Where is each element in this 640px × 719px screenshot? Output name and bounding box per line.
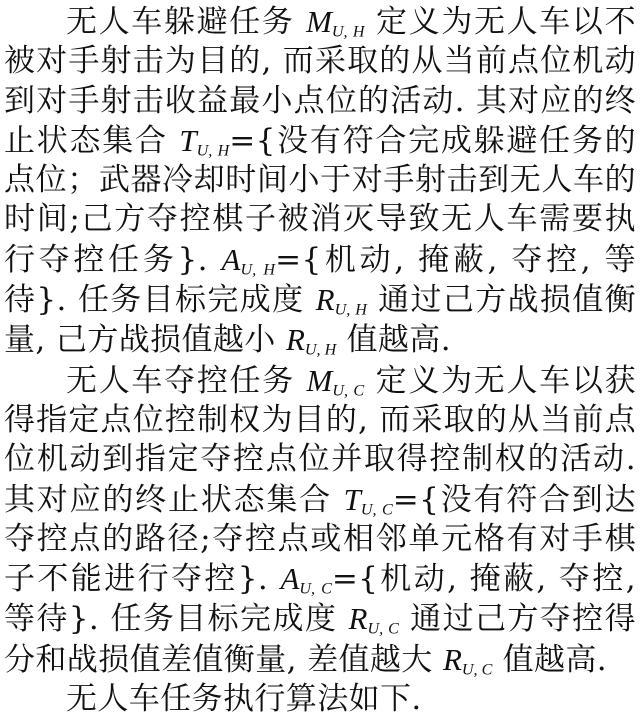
math-symbol-subscript: U, H bbox=[240, 261, 276, 279]
paragraph-text: ={没有符合到达夺控点的路径;夺控点或相邻单元格有对手棋子不能进行夺控}. bbox=[4, 481, 636, 598]
math-symbol-base: R bbox=[442, 641, 462, 677]
math-symbol-base: A bbox=[280, 561, 300, 597]
math-symbol-base: R bbox=[315, 282, 335, 318]
math-symbol-base: A bbox=[221, 241, 241, 277]
paragraph-text: 无人车躲避任务 bbox=[66, 4, 307, 40]
math-symbol-base: M bbox=[306, 4, 332, 39]
math-symbol bbox=[179, 123, 229, 158]
math-symbol bbox=[344, 482, 393, 517]
math-symbol-subscript: U, H bbox=[196, 142, 230, 160]
math-symbol-subscript: U, H bbox=[304, 341, 337, 359]
paragraph-text: 定义为无人车以不被对手射击为目的, 而采取的从当前点位机动到对手射击收益最小点位的活动. 其对应的终止状态集合 bbox=[4, 4, 636, 159]
math-symbol bbox=[307, 363, 365, 398]
math-symbol bbox=[316, 282, 367, 317]
paragraph-text: ={机动, 掩蔽, 夺控, 等待}. 任务目标完成度 bbox=[4, 561, 636, 638]
math-symbol-base: R bbox=[285, 322, 305, 358]
paragraph-text: 定义为无人车以获得指定点位控制权为目的, 而采取的从当前点位机动到指定夺控点位并取得控制权的活动. 其对应的终止状态集合 bbox=[4, 362, 637, 518]
math-symbol bbox=[280, 561, 331, 596]
math-symbol bbox=[286, 322, 336, 357]
math-symbol-base: T bbox=[179, 122, 197, 158]
math-symbol bbox=[222, 242, 276, 277]
paragraph bbox=[4, 2, 636, 361]
paragraph-text: 值越高. bbox=[336, 322, 451, 359]
paragraph bbox=[4, 680, 636, 719]
math-symbol bbox=[306, 4, 364, 39]
math-symbol-subscript: U, H bbox=[331, 23, 365, 41]
paragraph-text: 通过己方战损值衡量, 己方战损值越小 bbox=[4, 282, 637, 359]
math-symbol-subscript: U, C bbox=[461, 661, 493, 679]
paragraph-text: ={没有符合完成躲避任务的点位；武器冷却时间小于对手射击到无人车的时间;己方夺控棋子被消灭导致无人车需要执行夺控任务}. bbox=[4, 122, 636, 278]
math-symbol-base: M bbox=[306, 362, 333, 398]
paragraph bbox=[4, 361, 636, 680]
math-symbol-subscript: U, C bbox=[332, 382, 365, 400]
paragraph-text: 值越高. bbox=[492, 641, 608, 678]
math-symbol-subscript: U, C bbox=[360, 501, 393, 519]
math-symbol-subscript: U, H bbox=[334, 301, 367, 319]
math-symbol bbox=[349, 601, 399, 636]
math-symbol-base: R bbox=[348, 601, 368, 637]
paragraph-text: 通过己方夺控得分和战损值差值衡量, 差值越大 bbox=[4, 601, 636, 678]
math-symbol-subscript: U, C bbox=[299, 580, 332, 598]
math-symbol-subscript: U, C bbox=[367, 620, 399, 638]
math-symbol bbox=[443, 642, 492, 677]
paragraph-text: 无人车夺控任务 bbox=[66, 362, 307, 399]
math-symbol-base: T bbox=[343, 481, 361, 517]
document-body bbox=[4, 2, 636, 719]
paragraph-text: 无人车任务执行算法如下. bbox=[66, 681, 422, 718]
paragraph-text: ={机动, 掩蔽, 夺控, 等待}. 任务目标完成度 bbox=[4, 241, 636, 319]
